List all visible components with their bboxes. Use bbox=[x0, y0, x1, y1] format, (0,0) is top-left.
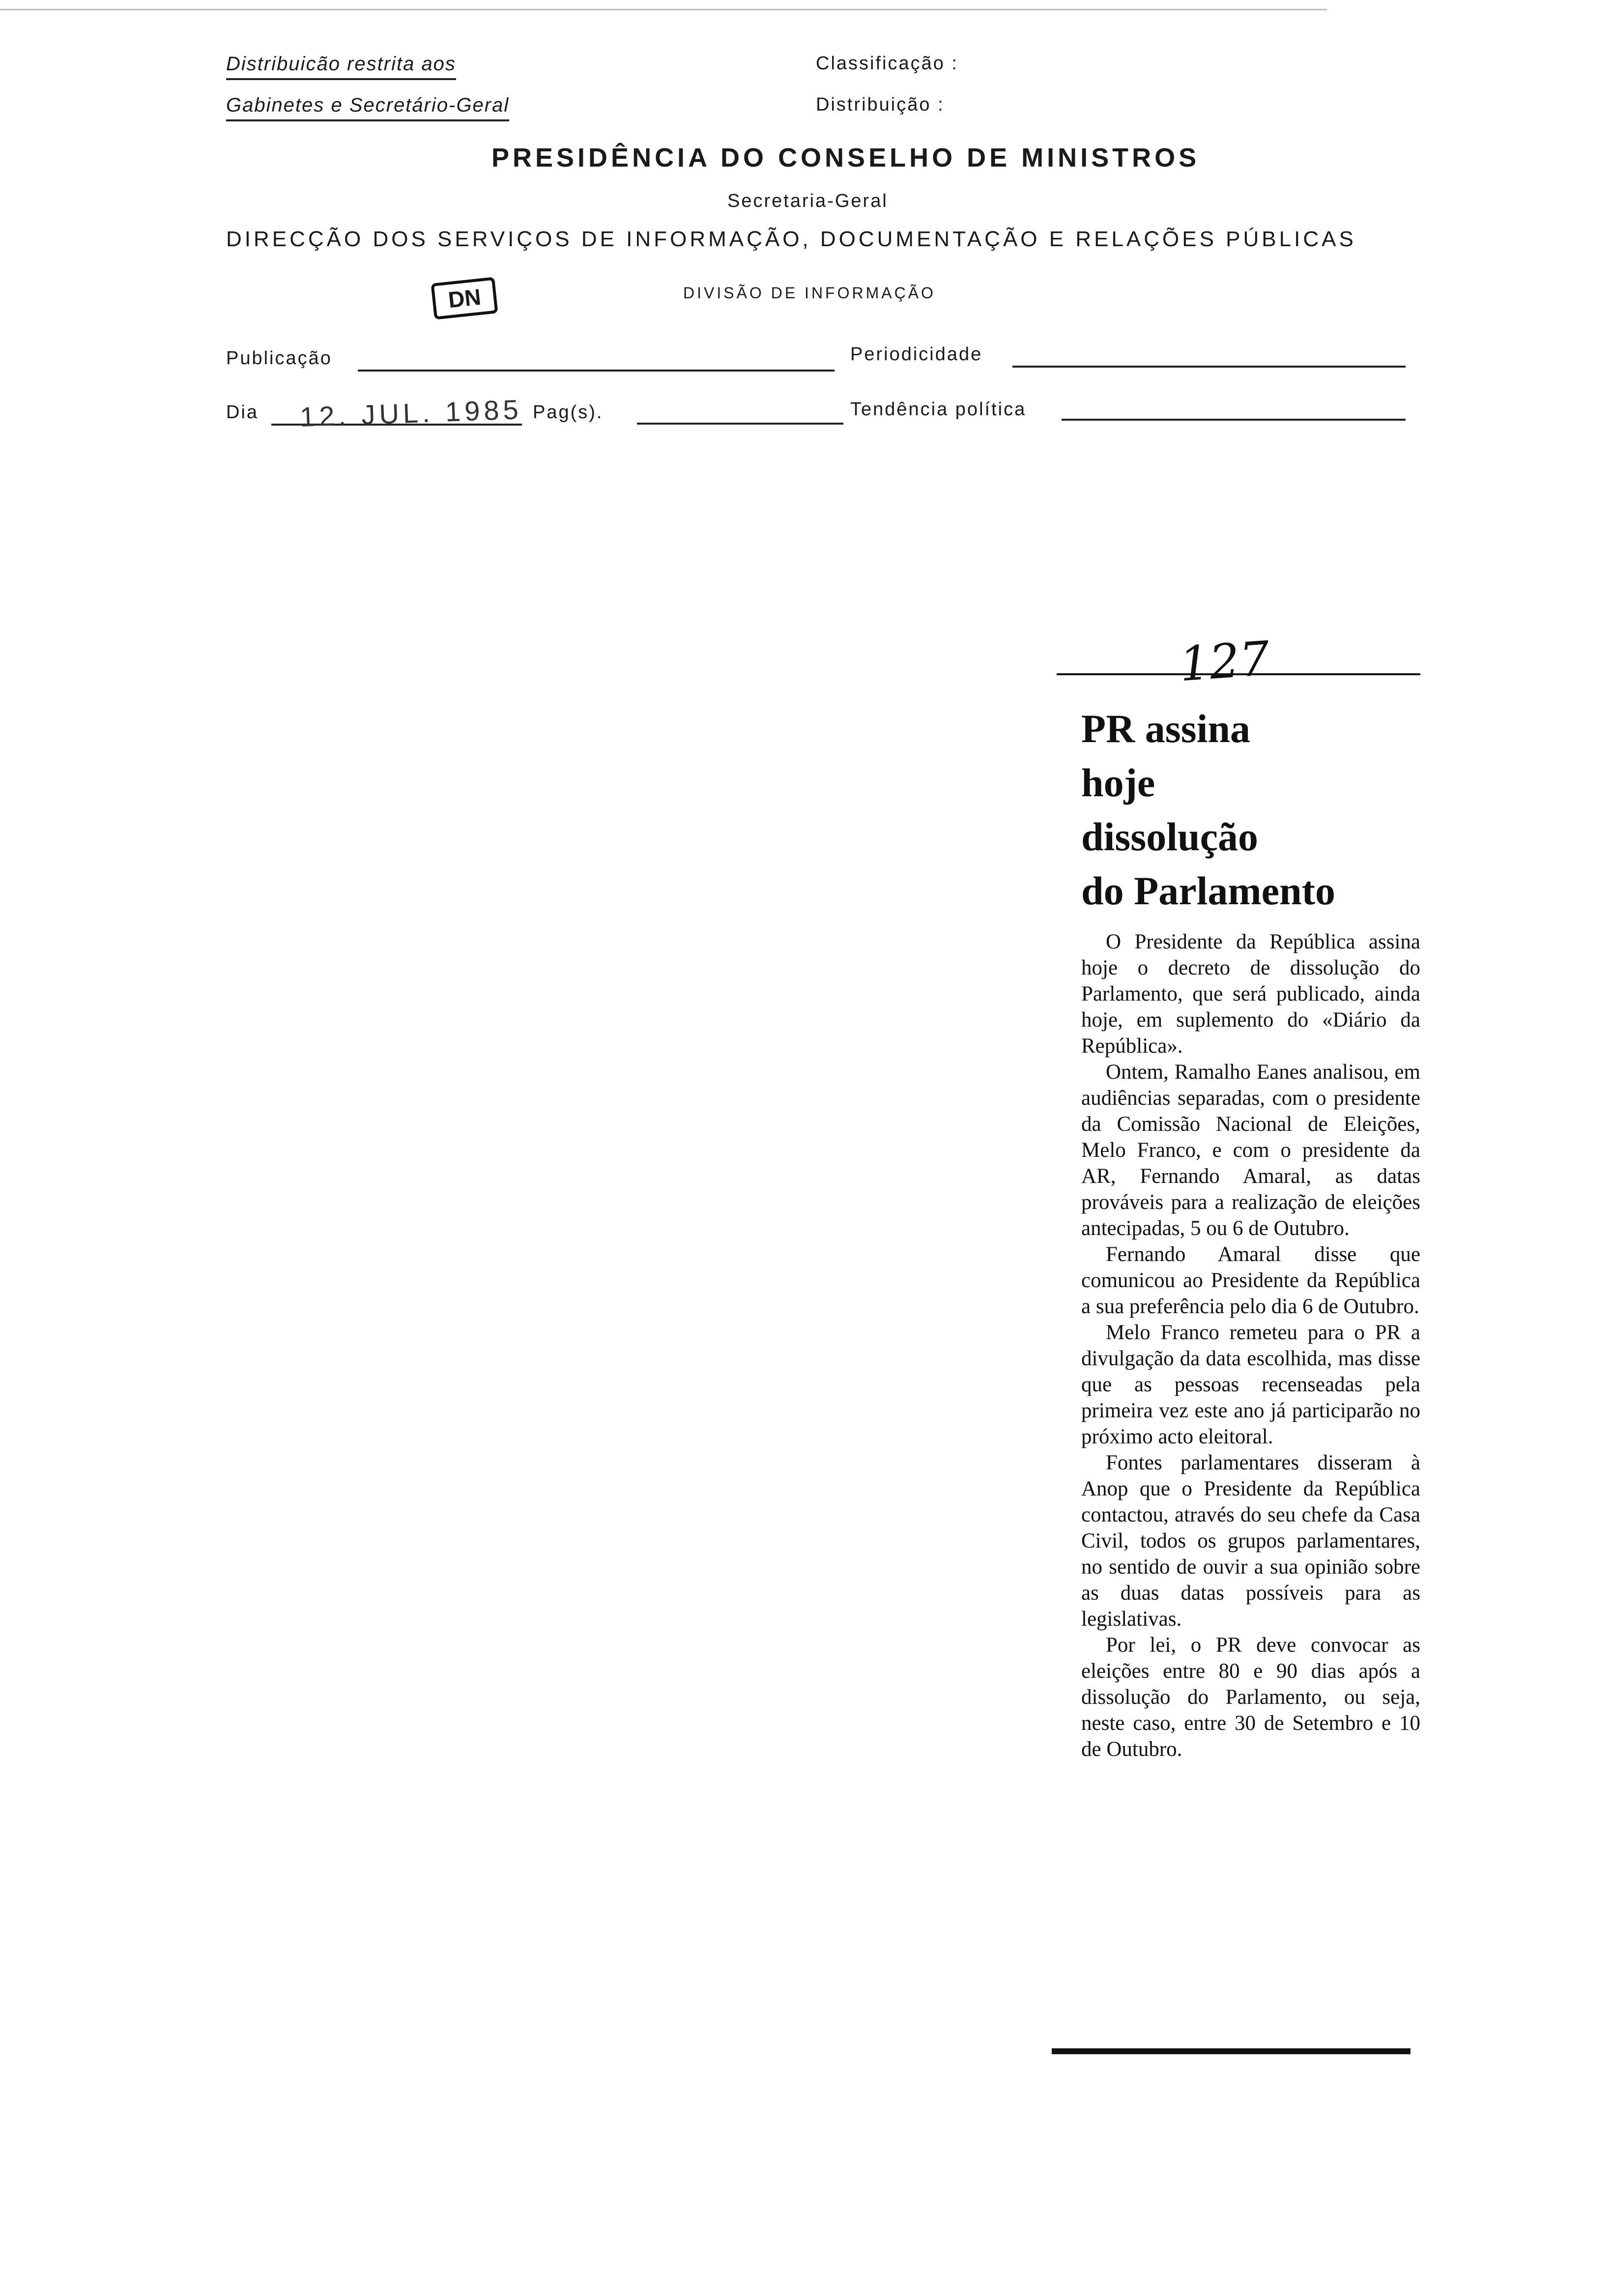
periodicity-field bbox=[1012, 366, 1406, 368]
publication-field bbox=[358, 370, 835, 372]
handwritten-note: 127 bbox=[1178, 631, 1271, 692]
article-paragraph: Por lei, o PR deve convocar as eleições entre 80 e 90 dias após a dissolução do Parlamento, ou seja, neste caso, entre 30 de Setembro e 10 de Outubro. bbox=[1081, 1634, 1420, 1761]
tendency-label: Tendência política bbox=[850, 399, 1027, 420]
article-body bbox=[1081, 929, 1420, 1762]
headline-line: PR assina bbox=[1081, 706, 1251, 751]
distribution-restricted: Distribuicão restrita aos bbox=[226, 53, 456, 80]
headline-line: do Parlamento bbox=[1081, 868, 1335, 913]
office-stamp: DN bbox=[431, 277, 498, 319]
headline-line: hoje bbox=[1081, 760, 1155, 805]
pages-label: Pag(s). bbox=[533, 402, 604, 423]
classification-label: Classificação : bbox=[816, 53, 958, 74]
day-label: Dia bbox=[226, 402, 259, 423]
article-bottom-rule bbox=[1052, 2048, 1410, 2054]
article-paragraph: Fontes parlamentares disseram à Anop que o Presidente da República contactou, através do seu chefe da Casa Civil, todos os grupos parlamentares, no sentido de ouvir a sua opinião sobre as duas datas possíveis para as legislativas. bbox=[1081, 1451, 1420, 1631]
scan-top-line bbox=[0, 9, 1327, 10]
distribution-label: Distribuição : bbox=[816, 94, 945, 115]
headline-line: dissolução bbox=[1081, 814, 1258, 859]
publication-label: Publicação bbox=[226, 348, 332, 369]
division-label: DIVISÃO DE INFORMAÇÃO bbox=[683, 284, 936, 302]
presidency-title: PRESIDÊNCIA DO CONSELHO DE MINISTROS bbox=[491, 143, 1200, 172]
day-value: 12. JUL. 1985 bbox=[299, 394, 523, 432]
article-headline bbox=[1081, 702, 1425, 918]
periodicity-label: Periodicidade bbox=[850, 344, 983, 365]
cabinets-line: Gabinetes e Secretário-Geral bbox=[226, 94, 509, 121]
pages-field bbox=[637, 423, 843, 425]
secretariat-label: Secretaria-Geral bbox=[727, 191, 888, 211]
article-paragraph: Melo Franco remeteu para o PR a divulgação da data escolhida, mas disse que as pessoas recenseadas pela primeira vez este ano já participarão no próximo acto eleitoral. bbox=[1081, 1321, 1420, 1448]
directorate-line: DIRECÇÃO DOS SERVIÇOS DE INFORMAÇÃO, DOCUMENTAÇÃO E RELAÇÕES PÚBLICAS bbox=[226, 227, 1356, 251]
article-paragraph: Fernando Amaral disse que comunicou ao Presidente da República a sua preferência pelo dia 6 de Outubro. bbox=[1081, 1243, 1420, 1318]
article-paragraph: Ontem, Ramalho Eanes analisou, em audiências separadas, com o presidente da Comissão Nacional de Eleições, Melo Franco, e com o presidente da AR, Fernando Amaral, as datas prováveis para a realização de eleições antecipadas, 5 ou 6 de Outubro. bbox=[1081, 1061, 1420, 1240]
tendency-field bbox=[1062, 419, 1406, 421]
article-paragraph: O Presidente da República assina hoje o decreto de dissolução do Parlamento, que será publicado, ainda hoje, em suplemento do «Diário da República». bbox=[1081, 930, 1420, 1058]
